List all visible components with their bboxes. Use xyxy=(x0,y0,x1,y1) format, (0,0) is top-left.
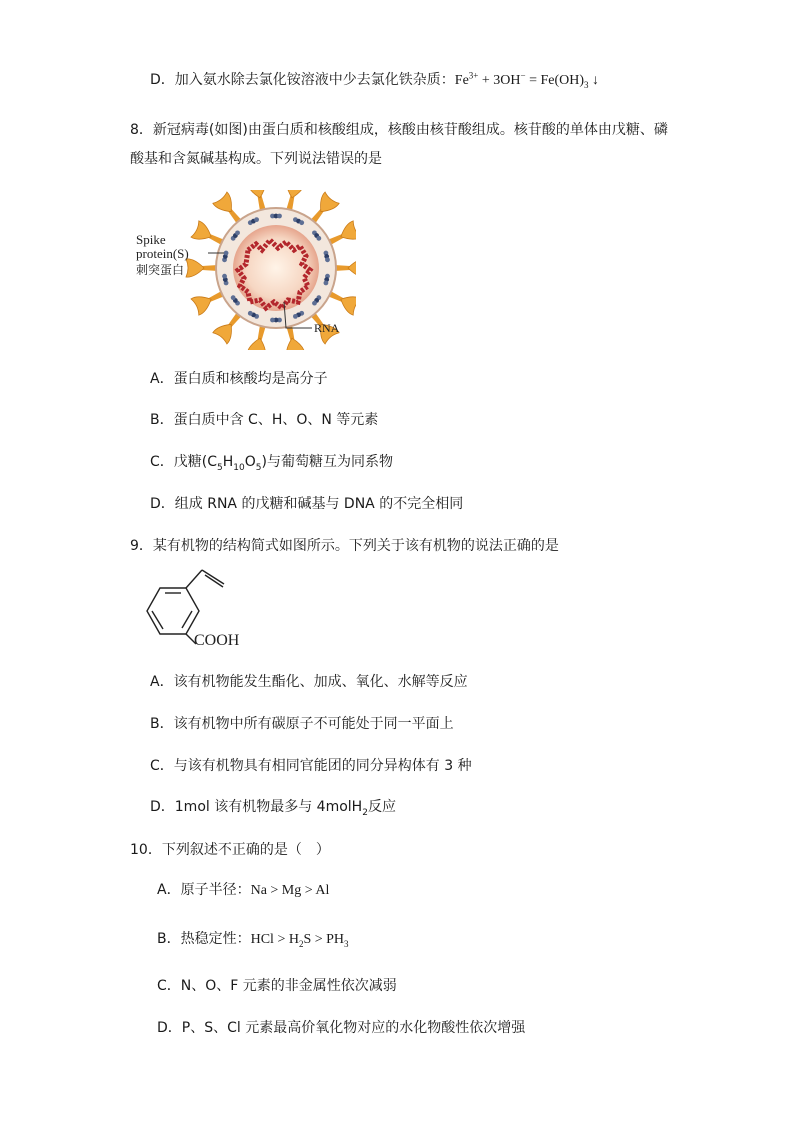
coronavirus-figure xyxy=(136,190,356,350)
formula-part: + 3OH xyxy=(478,73,521,88)
membrane-protein xyxy=(316,236,321,241)
q9-option-b: B．该有机物中所有碳原子不可能处于同一平面上 xyxy=(150,716,454,732)
spike xyxy=(334,259,356,277)
membrane-protein xyxy=(325,257,330,262)
formula-part: Na > Mg > Al xyxy=(250,883,330,898)
membrane-protein xyxy=(231,295,236,300)
membrane-protein xyxy=(270,318,275,323)
q8-option-b: B．蛋白质中含 C、H、O、N 等元素 xyxy=(150,412,379,428)
text-part: C．戊糖(C xyxy=(150,454,218,470)
spike-label-1: Spike xyxy=(136,232,166,247)
q10-option-c: C．N、O、F 元素的非金属性依次减弱 xyxy=(157,978,397,994)
q8-option-a: A．蛋白质和核酸均是高分子 xyxy=(150,371,328,387)
q9-option-c: C．与该有机物具有相同官能团的同分异构体有 3 种 xyxy=(150,758,472,774)
cooh-label: COOH xyxy=(194,632,240,649)
q9-stem: 9．某有机物的结构简式如图所示。下列关于该有机物的说法正确的是 xyxy=(130,538,559,554)
formula-sub: 5 xyxy=(255,462,262,473)
formula-part: S > PH xyxy=(303,932,345,947)
q8-stem-line1: 8．新冠病毒(如图)由蛋白质和核酸组成，核酸由核苷酸组成。核苷酸的单体由戊糖、磷 xyxy=(130,122,668,138)
membrane-protein xyxy=(312,301,317,306)
spike-label-3: 刺突蛋白 xyxy=(136,263,185,277)
structure-formula xyxy=(134,566,274,656)
formula-sub: 3 xyxy=(344,938,349,949)
formula-sup: 3+ xyxy=(468,70,479,81)
membrane-protein xyxy=(224,251,229,256)
text-part: H xyxy=(222,454,234,470)
q10-option-b xyxy=(157,929,349,950)
q9-option-a: A．该有机物能发生酯化、加成、氧化、水解等反应 xyxy=(150,674,468,690)
membrane-protein xyxy=(248,311,253,316)
q7-option-d-formula xyxy=(454,70,600,90)
formula-sub: 10 xyxy=(233,462,245,473)
text-part: O xyxy=(244,454,256,470)
membrane-protein xyxy=(299,220,304,225)
membrane-protein xyxy=(254,217,259,222)
membrane-protein xyxy=(277,214,282,219)
q9-option-d xyxy=(150,797,396,817)
text-part: B．热稳定性： xyxy=(157,931,251,947)
rna-label: RNA xyxy=(314,321,340,335)
q7-option-d-text: D．加入氨水除去氯化铵溶液中少去氯化铁杂质： xyxy=(150,72,455,88)
membrane-protein xyxy=(324,281,329,286)
q10-option-a xyxy=(157,880,329,901)
membrane-protein xyxy=(222,274,227,279)
q8-option-d: D．组成 RNA 的戊糖和碱基与 DNA 的不完全相同 xyxy=(150,496,464,512)
formula-sub: 5 xyxy=(217,462,223,473)
spike xyxy=(186,259,218,277)
q8-option-c xyxy=(150,452,393,472)
formula-sub: 2 xyxy=(298,938,304,949)
membrane-protein xyxy=(293,314,298,319)
text-part: )与葡萄糖互为同系物 xyxy=(261,454,393,470)
q10-option-d: D．P、S、Cl 元素最高价氧化物对应的水化物酸性依次增强 xyxy=(157,1020,526,1036)
ring-double-bond xyxy=(152,611,163,629)
q7-option-d xyxy=(150,70,599,91)
spike-label-2: protein(S) xyxy=(136,246,189,261)
text-part: 反应 xyxy=(367,799,396,815)
formula-part: = Fe(OH) xyxy=(525,73,585,88)
formula-part: HCl > H xyxy=(250,932,299,947)
formula-sub: 3 xyxy=(584,79,589,90)
vinyl-double-bond xyxy=(202,570,224,584)
membrane-protein xyxy=(235,230,240,235)
vinyl-bond xyxy=(186,570,202,588)
formula-sub: 2 xyxy=(362,807,368,818)
formula-part: Fe xyxy=(454,73,469,88)
q8-stem-line2: 酸基和含氮碱基构成。下列说法错误的是 xyxy=(130,151,382,167)
text-part: A．原子半径： xyxy=(157,882,251,898)
q10-stem: 10．下列叙述不正确的是（ ） xyxy=(130,842,330,858)
formula-sup: − xyxy=(520,70,526,81)
text-part: D．1mol 该有机物最多与 4molH xyxy=(150,799,363,815)
formula-part: ↓ xyxy=(588,73,600,88)
